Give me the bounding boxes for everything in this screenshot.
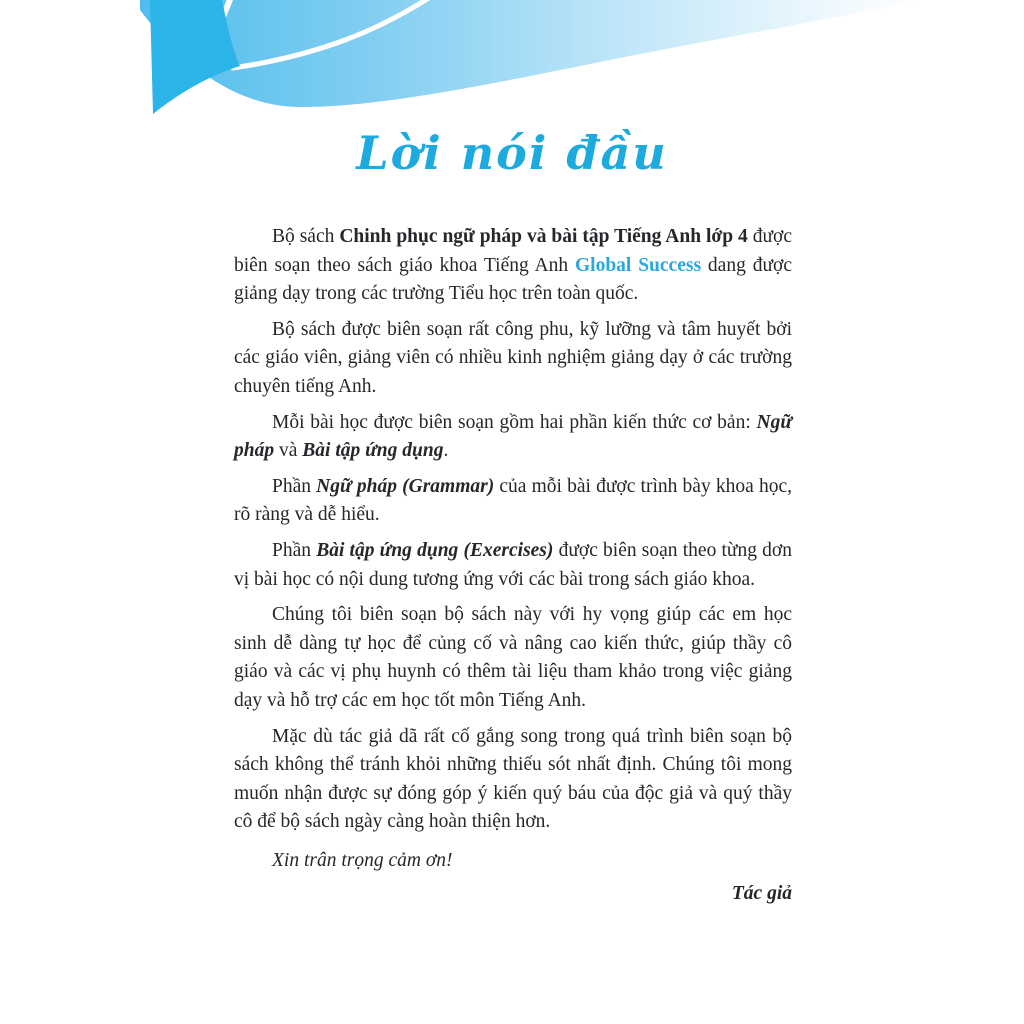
text-run: Bộ sách được biên soạn rất công phu, kỹ lưỡng và tâm huyết bởi các giáo viên, giảng viên có nhiều kinh nghiệm giảng dạy ở các trường chuyên tiếng Anh. bbox=[234, 318, 792, 397]
text-run: Bài tập ứng dụng (Exercises) bbox=[316, 539, 554, 561]
text-run: của mỗi bài được trình bày khoa học, rõ ràng và dễ hiểu. bbox=[234, 475, 792, 526]
text-run: Chinh phục ngữ pháp và bài tập Tiếng Anh lớp 4 bbox=[339, 226, 748, 247]
text-run: được biên soạn theo từng dơn vị bài học có nội dung tương ứng với các bài trong sách giáo khoa. bbox=[234, 539, 792, 590]
text-run: Phần bbox=[272, 475, 317, 497]
paragraph bbox=[234, 409, 792, 466]
text-run: Chúng tôi biên soạn bộ sách này với hy vọng giúp các em học sinh dễ dàng tự học để củng cố và nâng cao kiến thức, giúp thầy cô giáo và các vị phụ huynh có thêm tài liệu tham khảo trong việc giảng dạy và hỗ trợ các em học tốt môn Tiếng Anh. bbox=[234, 604, 792, 711]
paragraph bbox=[234, 601, 792, 715]
text-run: . bbox=[443, 440, 449, 462]
paragraph bbox=[234, 316, 792, 402]
text-run: dang được giảng dạy trong các trường Tiểu học trên toàn quốc. bbox=[234, 254, 792, 305]
paragraph bbox=[234, 473, 792, 530]
swoosh-svg bbox=[0, 0, 1024, 135]
text-run: Mỗi bài học được biên soạn gồm hai phần kiến thức cơ bản: bbox=[272, 411, 757, 433]
text-run: Global Success bbox=[574, 254, 702, 276]
text-run: Bộ sách bbox=[272, 226, 340, 247]
closing-line: Xin trân trọng cảm ơn! bbox=[272, 849, 453, 871]
paragraph bbox=[234, 537, 792, 594]
author-signature: Tác giả bbox=[731, 883, 792, 905]
text-run: Ngữ pháp bbox=[234, 411, 792, 462]
text-run: Mặc dù tác giả dã rất cố gắng song trong quá trình biên soạn bộ sách không thể tránh khỏi những thiếu sót nhất định. Chúng tôi mong muốn nhận được sự đóng góp ý kiến quý báu của độc giả và quý thầy cô để bộ sách ngày càng hoàn thiện hơn. bbox=[234, 725, 792, 833]
paragraph bbox=[234, 723, 792, 837]
preface-body bbox=[234, 223, 792, 909]
paragraph bbox=[234, 223, 792, 309]
header-swoosh-decoration bbox=[0, 0, 1024, 135]
page-title: Lời nói đầu bbox=[356, 126, 668, 180]
text-run: Bài tập ứng dụng bbox=[302, 440, 444, 462]
text-run: được biên soạn theo sách giáo khoa Tiếng Anh bbox=[234, 226, 793, 276]
text-run: và bbox=[274, 440, 303, 462]
light-swoosh-shape bbox=[140, 0, 920, 107]
text-run: Phần bbox=[272, 539, 317, 561]
text-run: Ngữ pháp (Grammar) bbox=[316, 475, 495, 497]
